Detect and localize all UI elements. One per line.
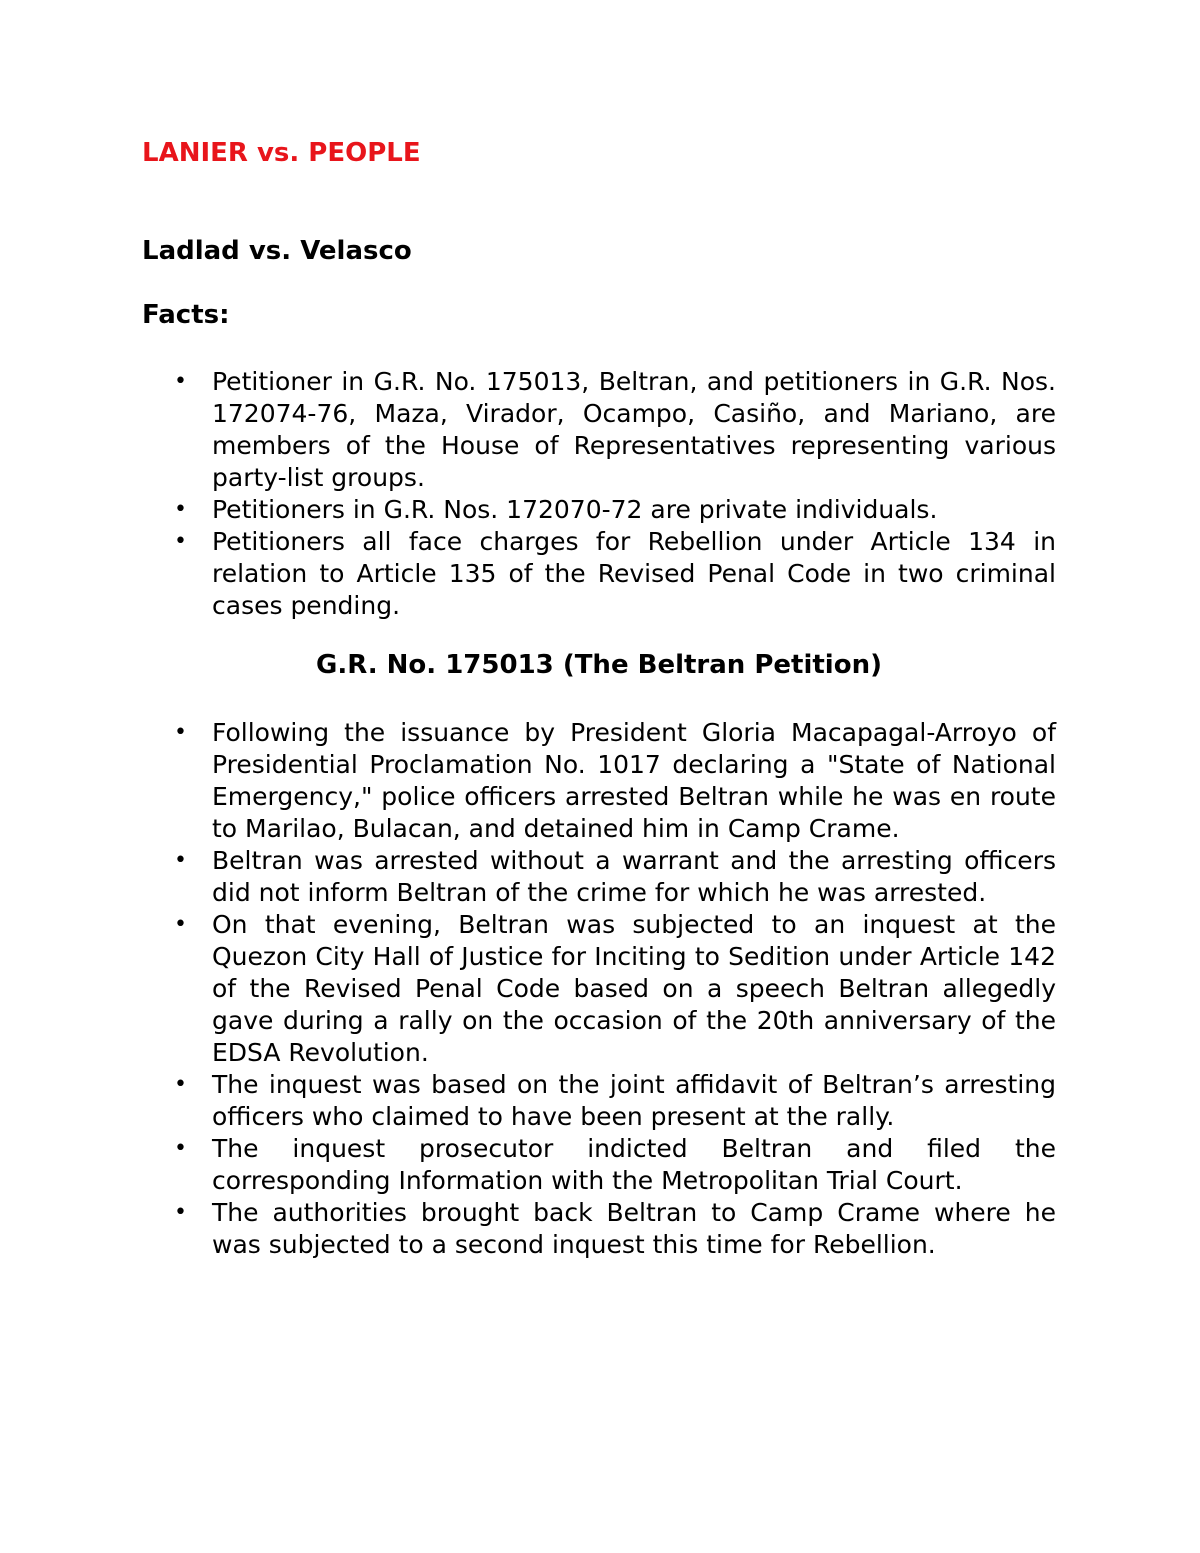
facts-label: Facts: — [142, 300, 230, 330]
list-item-text: The authorities brought back Beltran to Camp Crame where he was subjected to a second inquest this time for Rebellion. — [212, 1198, 1056, 1259]
list-item — [142, 845, 1056, 909]
list-item — [142, 909, 1056, 1069]
list-item-text: Petitioner in G.R. No. 175013, Beltran, and petitioners in G.R. Nos. 172074-76, Maza, Virador, Ocampo, Casiño, and Mariano, are members of the House of Representatives representing various party-list groups. — [212, 367, 1056, 492]
list-item — [142, 494, 1056, 526]
bullet-icon: • — [174, 720, 187, 745]
bullet-icon: • — [174, 1200, 187, 1225]
bullet-icon: • — [174, 369, 187, 394]
bullet-icon: • — [174, 1072, 187, 1097]
list-item-text: Petitioners all face charges for Rebellion under Article 134 in relation to Article 135 of the Revised Penal Code in two criminal cases pending. — [212, 527, 1056, 620]
bullet-icon: • — [174, 497, 187, 522]
document-title: LANIER vs. PEOPLE — [142, 138, 421, 168]
list-item — [142, 526, 1056, 622]
list-item — [142, 1133, 1056, 1197]
bullet-icon: • — [174, 848, 187, 873]
list-item-text: Petitioners in G.R. Nos. 172070-72 are private individuals. — [212, 495, 938, 524]
list-item — [142, 366, 1056, 494]
list-item-text: On that evening, Beltran was subjected to an inquest at the Quezon City Hall of Justice for Inciting to Sedition under Article 142 of the Revised Penal Code based on a speech Beltran allegedly gave during a rally on the occasion of the 20th anniversary of the EDSA Revolution. — [212, 910, 1056, 1067]
list-item — [142, 1197, 1056, 1261]
list-item — [142, 1069, 1056, 1133]
bullet-icon: • — [174, 529, 187, 554]
beltran-petition-list — [142, 717, 1056, 1261]
list-item-text: The inquest was based on the joint affidavit of Beltran’s arresting officers who claimed to have been present at the rally. — [212, 1070, 1056, 1131]
list-item — [142, 717, 1056, 845]
bullet-icon: • — [174, 912, 187, 937]
facts-list — [142, 366, 1056, 622]
case-name-heading: Ladlad vs. Velasco — [142, 236, 412, 266]
list-item-text: Following the issuance by President Gloria Macapagal-Arroyo of Presidential Proclamation No. 1017 declaring a "State of National Emergency," police officers arrested Beltran while he was en route to Marilao, Bulacan, and detained him in Camp Crame. — [212, 718, 1056, 843]
section-heading: G.R. No. 175013 (The Beltran Petition) — [316, 650, 882, 680]
list-item-text: The inquest prosecutor indicted Beltran and filed the corresponding Information with the Metropolitan Trial Court. — [212, 1134, 1056, 1195]
list-item-text: Beltran was arrested without a warrant and the arresting officers did not inform Beltran of the crime for which he was arrested. — [212, 846, 1056, 907]
bullet-icon: • — [174, 1136, 187, 1161]
